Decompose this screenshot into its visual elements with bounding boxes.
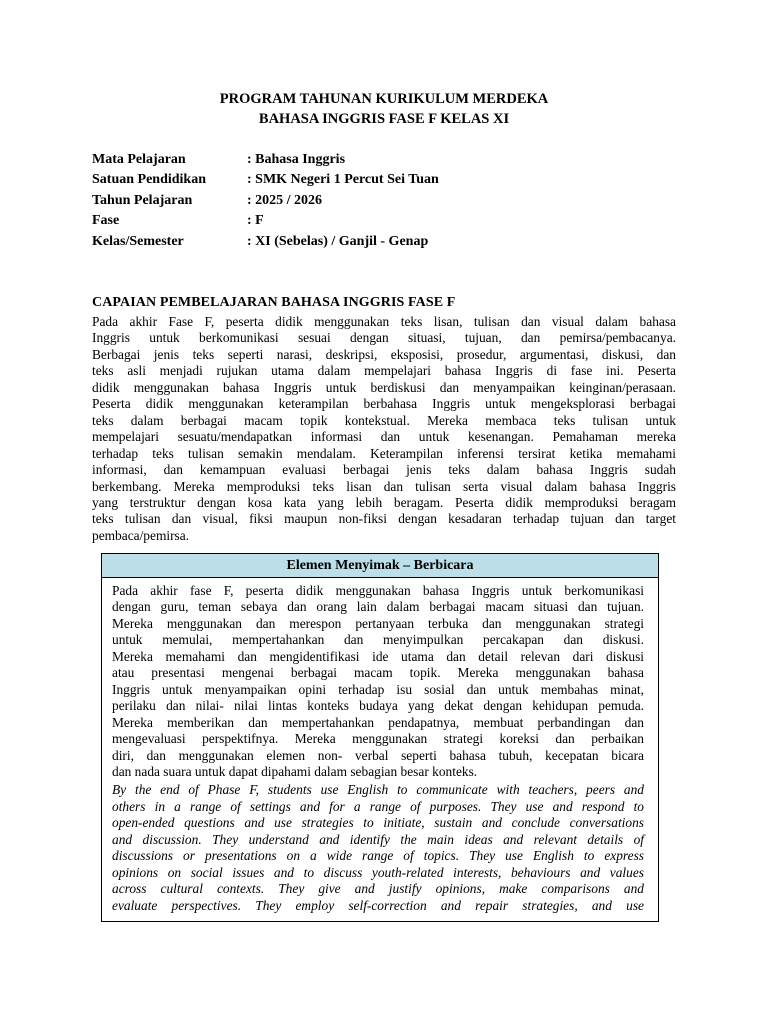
box-line: Inggris untuk menyampaikan opini terhadap isu sosial dan untuk membahas minat,	[112, 681, 644, 697]
box-line: untuk memulai, mempertahankan dan menyimpulkan percakapan dan diskusi.	[112, 632, 644, 648]
element-box-body	[102, 578, 658, 914]
meta-value: : Bahasa Inggris	[247, 152, 346, 167]
paragraph-line: Berbagai jenis teks seperti narasi, deskripsi, eksposisi, prosedur, argumentasi, diskusi, dan	[92, 346, 676, 362]
paragraph-line: teks tulisan dan visual, fiksi maupun non-fiksi dengan kesadaran terhadap tujuan dan target	[92, 511, 676, 527]
element-box-english-text	[112, 782, 644, 914]
meta-row-phase	[92, 212, 264, 230]
meta-row-subject	[92, 151, 345, 169]
paragraph-line: Peserta didik menggunakan keterampilan berbahasa Inggris untuk mengeksplorasi berbagai	[92, 396, 676, 412]
box-line: others in a range of settings and for a range of purposes. They use and respond to	[112, 798, 644, 814]
box-line: diri, dan menggunakan elemen non- verbal seperti bahasa tubuh, kecepatan bicara	[112, 747, 644, 763]
paragraph-line: terhadap teks tulisan semakin mendalam. Keterampilan inferensi tersirat ketika memahami	[92, 445, 676, 461]
meta-value: : SMK Negeri 1 Percut Sei Tuan	[247, 172, 439, 187]
box-line: perilaku dan nilai- nilai lintas konteks budaya yang dekat dengan kehidupan pemuda.	[112, 698, 644, 714]
box-line: Pada akhir fase F, peserta didik menggunakan bahasa Inggris untuk berkomunikasi	[112, 583, 644, 598]
box-line: mengevaluasi perspektifnya. Mereka menggunakan strategi koreksi dan perbaikan	[112, 731, 644, 747]
box-line: By the end of Phase F, students use English to communicate with teachers, peers and	[112, 782, 644, 798]
paragraph-line: mempelajari sesuatu/mendapatkan informasi dan untuk kesenangan. Pemahaman mereka	[92, 429, 676, 445]
meta-value: : 2025 / 2026	[247, 193, 323, 208]
paragraph-line: Inggris untuk berkomunikasi sesuai dengan situasi, tujuan, dan pemirsa/pembacanya.	[92, 330, 676, 346]
meta-row-school	[92, 171, 439, 189]
box-line: Mereka menggunakan dan merespon pertanyaan terbuka dan menggunakan strategi	[112, 615, 644, 631]
element-box-listening-speaking	[101, 553, 659, 922]
document-title-line-1: PROGRAM TAHUNAN KURIKULUM MERDEKA	[219, 91, 549, 107]
box-line: Mereka memberikan dan mempertahankan pendapatnya, membuat perbandingan dan	[112, 714, 644, 730]
box-line: Mereka memahami dan mengidentifikasi ide utama dan detail relevan dari diskusi	[112, 648, 644, 664]
box-line: opinions on social issues and to discuss youth-related interests, behaviours and values	[112, 864, 644, 880]
meta-label: Tahun Pelajaran	[92, 193, 193, 208]
box-line: across cultural contexts. They give and justify opinions, make comparisons and	[112, 881, 644, 897]
box-line: dengan guru, teman sebaya dan orang lain dalam berbagai macam situasi dan tujuan.	[112, 599, 644, 615]
paragraph-line: pembaca/pemirsa.	[92, 527, 190, 543]
element-box-indonesian-text	[112, 583, 644, 780]
meta-label: Fase	[92, 213, 120, 228]
paragraph-line: teks dalam berbagai macam topik kontekstual. Mereka membaca teks tulisan untuk	[92, 412, 676, 428]
box-line: dan nada suara untuk dapat dipahami dalam sebagian besar konteks.	[112, 763, 478, 779]
paragraph-line: berkembang. Mereka memproduksi teks lisan dan tulisan serta visual dalam bahasa Inggris	[92, 478, 676, 494]
box-line: open-ended questions and use strategies to initiate, sustain and conclude conversations	[112, 815, 644, 831]
box-line: atau presentasi mengenai berbagai macam topik. Mereka menggunakan bahasa	[112, 665, 644, 681]
section-heading: CAPAIAN PEMBELAJARAN BAHASA INGGRIS FASE F	[92, 295, 456, 310]
meta-row-year	[92, 192, 322, 210]
meta-label: Kelas/Semester	[92, 234, 184, 249]
meta-value: : XI (Sebelas) / Ganjil - Genap	[247, 234, 429, 249]
intro-paragraph	[92, 314, 676, 544]
meta-row-class-semester	[92, 233, 428, 251]
paragraph-line: teks asli menjadi rujukan utama dalam mempelajari bahasa Inggris di fase ini. Peserta	[92, 363, 676, 379]
paragraph-line: didik menggunakan bahasa Inggris untuk berdiskusi dan menyampaikan keinginan/perasaan.	[92, 379, 676, 395]
box-line: discussions or presentations on a wide range of topics. They use English to express	[112, 848, 644, 864]
meta-label: Mata Pelajaran	[92, 152, 186, 167]
box-line: evaluate perspectives. They employ self-correction and repair strategies, and use	[112, 897, 644, 913]
paragraph-line: Pada akhir Fase F, peserta didik menggunakan teks lisan, tulisan dan visual dalam bahasa	[92, 314, 676, 329]
document-title-line-2: BAHASA INGGRIS FASE F KELAS XI	[258, 111, 510, 127]
paragraph-line: yang terstruktur dengan kosa kata yang lebih beragam. Peserta didik memproduksi beragam	[92, 494, 676, 510]
element-box-heading: Elemen Menyimak – Berbicara	[102, 554, 658, 578]
meta-value: : F	[247, 213, 264, 228]
box-line: and discussion. They understand and identify the main ideas and relevant details of	[112, 831, 644, 847]
meta-label: Satuan Pendidikan	[92, 172, 206, 187]
paragraph-line: informasi, dan kemampuan evaluasi berbagai jenis teks dalam bahasa Inggris sudah	[92, 462, 676, 478]
